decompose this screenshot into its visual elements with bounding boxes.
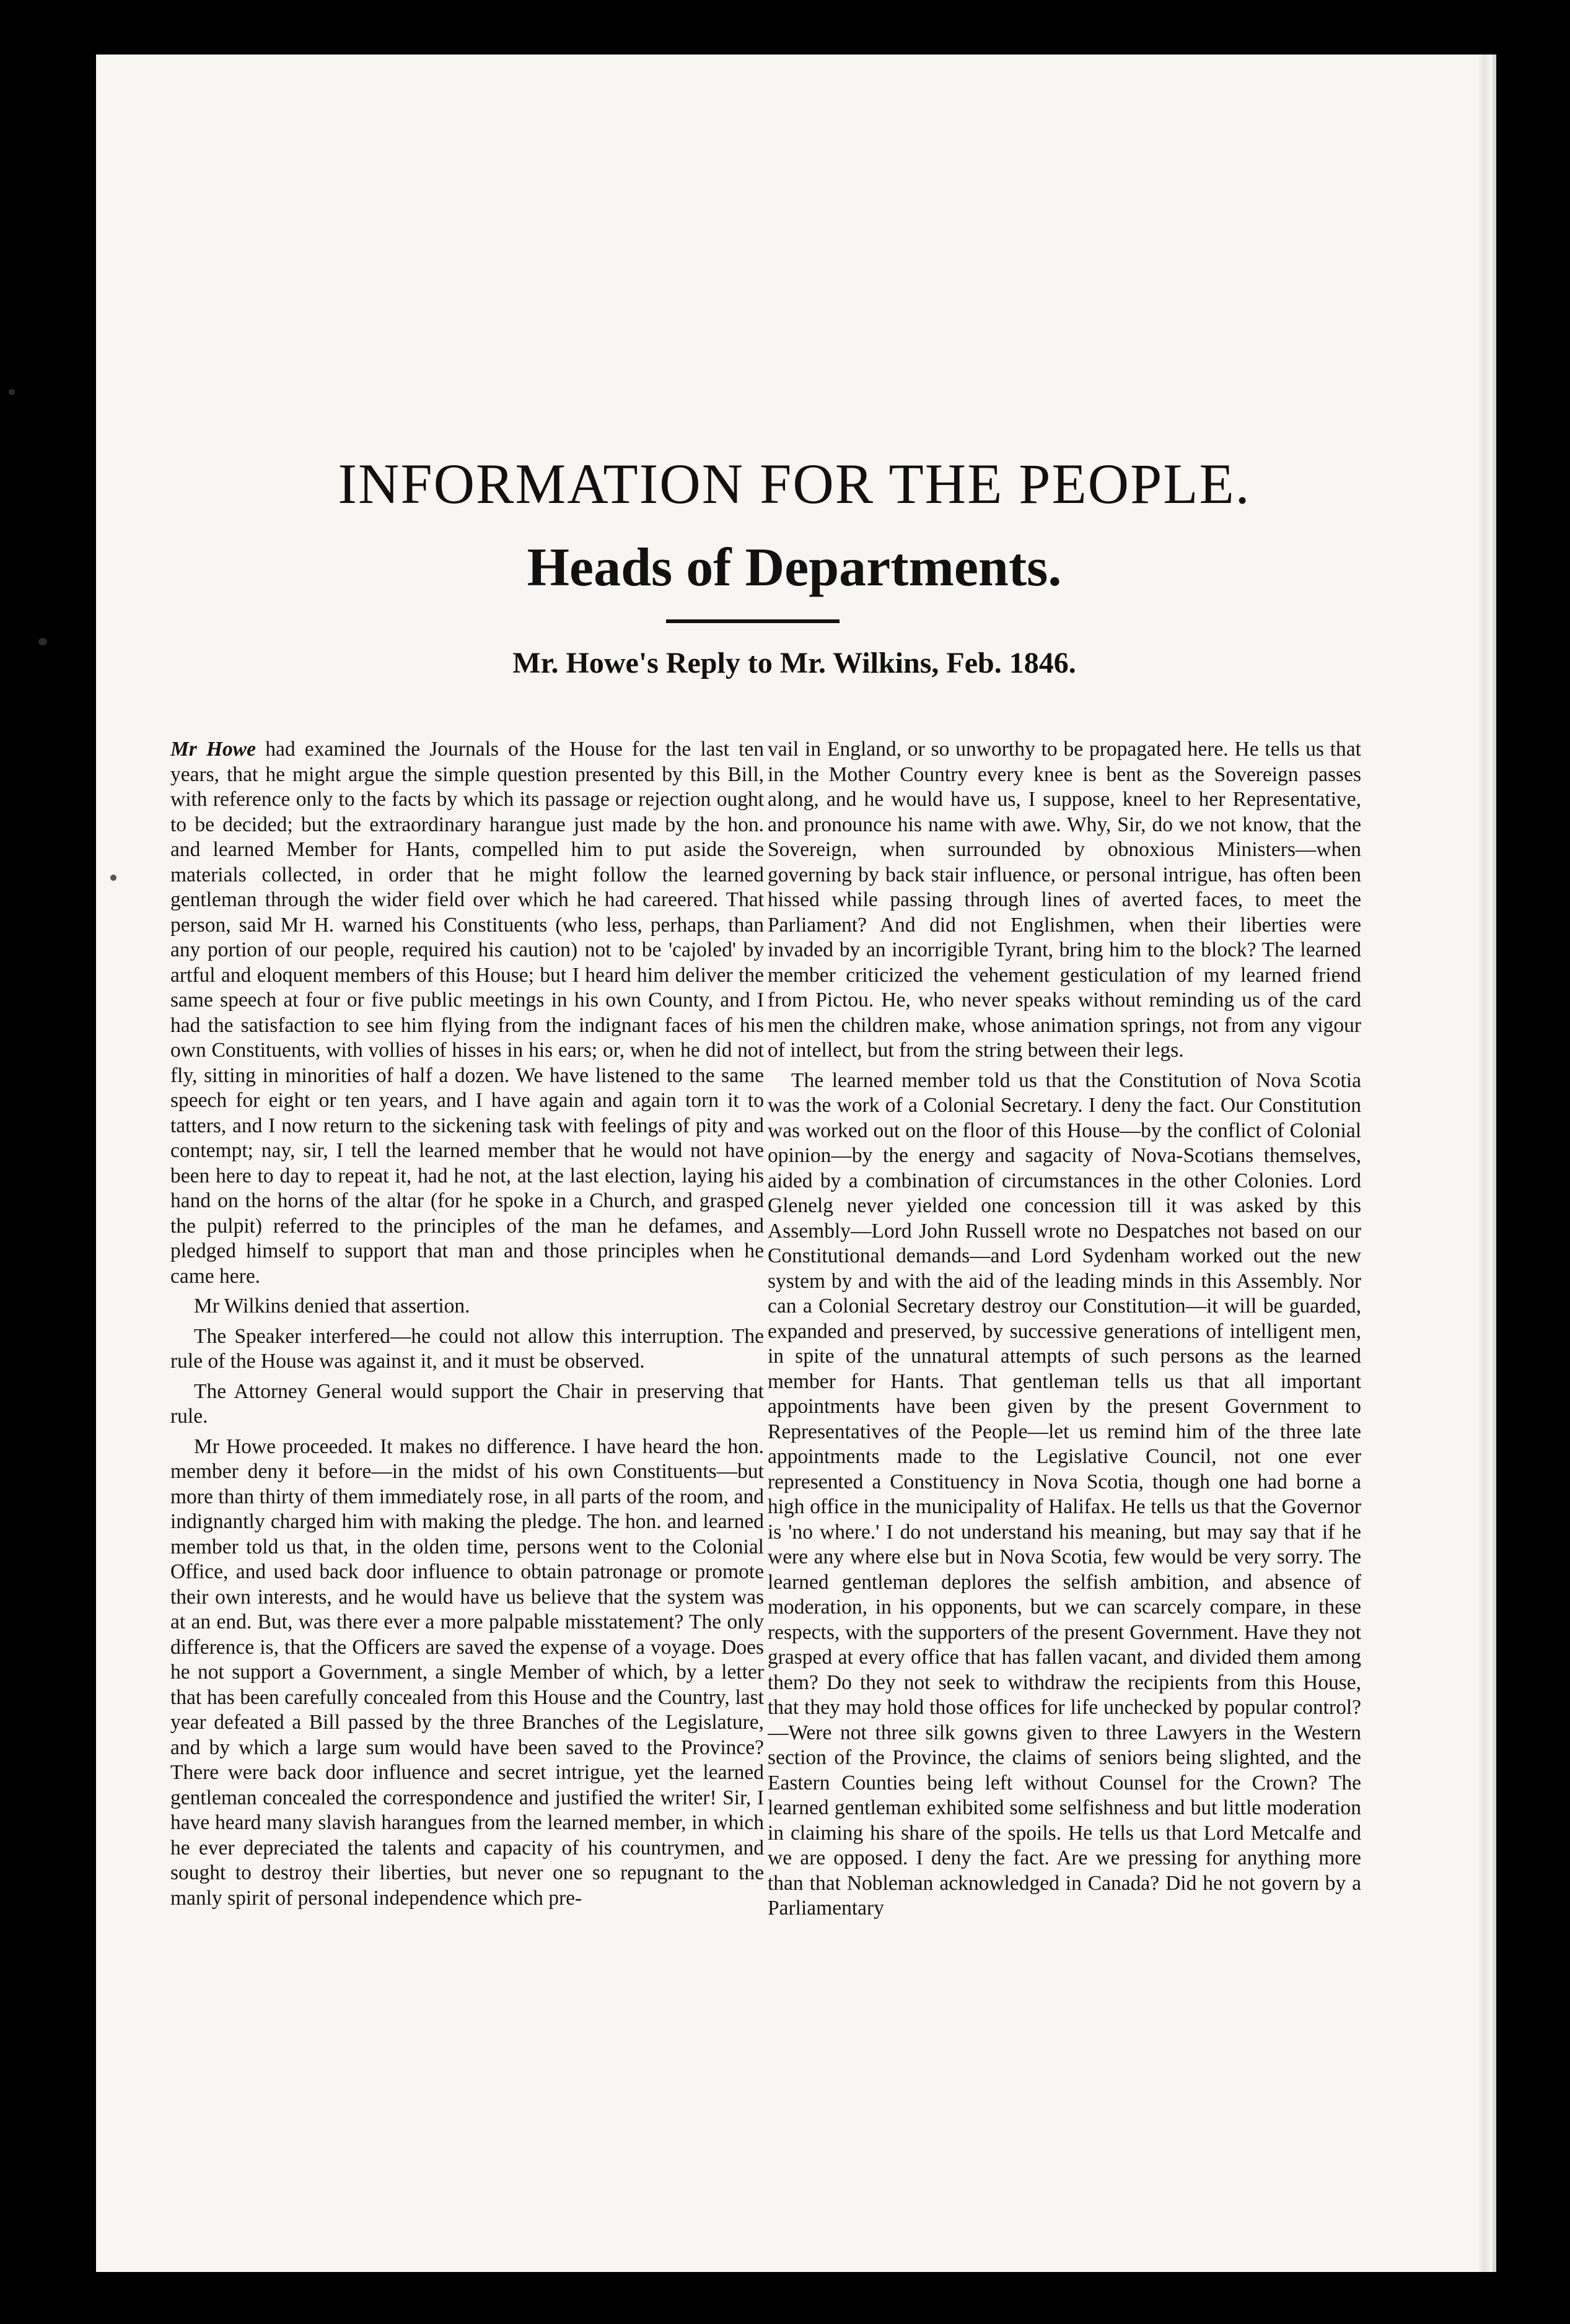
right-paragraph-1: vail in England, or so unworthy to be propagated here. He tells us that in the Mother Country every knee is bent as the Sovereign passes along, and he would have us, I suppose, kneel to her Representative, and pronounce his name with awe. Why, Sir, do we not know, that the Sovereign, when surrounded by obnoxious Ministers—when governing by back stair influence, or personal intrigue, has often been hissed while passing through lines of averted faces, to meet the Parliament? And did not Englishmen, when their liberties were invaded by an incorrigible Tyrant, bring him to the block? The learned member criticized the vehement gesticulation of my learned friend from Pictou. He, who never speaks without reminding us of the card men the children make, whose animation springs, not from any vigour of intellect, but from the string between their legs. xyxy=(768,738,1361,1062)
document-title: INFORMATION FOR THE PEOPLE. xyxy=(338,452,1251,515)
reply-heading: Mr. Howe's Reply to Mr. Wilkins, Feb. 1846. xyxy=(512,647,1076,679)
scan-speck xyxy=(110,875,116,881)
left-paragraph-5: Mr Howe proceeded. It makes no difference. I have heard the hon. member deny it before—in the midst of his own Constituents—but more than thirty of them immediately rose, in all parts of the room, and indignantly charged him with making the pledge. The hon. and learned member told us that, in the olden time, persons went to the Colonial Office, and used back door influence to obtain patronage or promote their own interests, and he would have us believe that the system was at an end. But, was there ever a more palpable misstatement? The only difference is, that the Officers are saved the expense of a voyage. Does he not support a Government, a single Member of which, by a letter that has been carefully concealed from this House and the Country, last year defeated a Bill passed by the three Branches of the Legislature, and by which a large sum would have been saved to the Province? There were back door influence and secret intrigue, yet the learned gentleman concealed the correspondence and justified the writer! Sir, I have heard many slavish harangues from the learned member, in which he ever depreciated the talents and capacity of his countrymen, and sought to destroy their liberties, but never one so repugnant to the manly spirit of personal independence which pre- xyxy=(170,1435,764,1910)
lead-speaker: Mr Howe xyxy=(170,738,257,761)
left-column xyxy=(170,737,764,2118)
left-paragraph-4: The Attorney General would support the Chair in preserving that rule. xyxy=(170,1379,764,1428)
left-paragraph-1 xyxy=(170,737,764,1289)
right-paragraph-2: The learned member told us that the Constitution of Nova Scotia was the work of a Colonial Secretary. I deny the fact. Our Constitution was worked out on the floor of this House—by the conflict of Colonial opinion—by the energy and sagacity of Nova-Scotians themselves, aided by a combination of circumstances in the other Colonies. Lord Glenelg never yielded one concession till it was asked by this Assembly—Lord John Russell wrote no Despatches not based on our Constitutional demands—and Lord Sydenham worked out the new system by and with the aid of the leading minds in this Assembly. Nor can a Colonial Secretary destroy our Constitution—it will be guarded, expanded and preserved, by successive generations of intelligent men, in spite of the unnatural attempts of such persons as the learned member for Hants. That gentleman tells us that all important appointments have been given by the present Government to Representatives of the People—let us remind him of the three late appointments made to the Legislative Council, not one ever represented a Constituency in Nova Scotia, though one had borne a high office in the municipality of Halifax. He tells us that the Governor is 'no where.' I do not understand his meaning, but may say that if he were any where else but in Nova Scotia, few would be very sorry. The learned gentleman deplores the selfish ambition, and absence of moderation, in his opponents, but we can scarcely compare, in these respects, with the supporters of the present Government. Have they not grasped at every office that has fallen vacant, and divided them among them? Do they not seek to withdraw the recipients from this House, that they may hold those offices for life unchecked by popular control?—Were not three silk gowns given to three Lawyers in the Western section of the Province, the claims of seniors being slighted, and the Eastern Counties being left without Counsel for the Crown? The learned gentleman exhibited some selfishness and but little moderation in claiming his share of the spoils. He tells us that Lord Metcalfe and we are opposed. I deny the fact. Are we pressing for anything more than that Nobleman acknowledged in Canada? Did he not govern by a Parliamentary xyxy=(768,1068,1361,1920)
document-subtitle: Heads of Departments. xyxy=(527,538,1062,598)
right-column xyxy=(768,737,1361,2118)
page-fold-shadow xyxy=(1478,55,1491,2272)
left-paragraph-2: Mr Wilkins denied that assertion. xyxy=(194,1295,470,1317)
title-divider xyxy=(666,619,840,623)
left-paragraph-3: The Speaker interfered—he could not allow this interruption. The rule of the House was against it, and it must be observed. xyxy=(170,1324,764,1373)
left-paragraph-1-text: had examined the Journals of the House for the last ten years, that he might argue the simple question presented by this Bill, with reference only to the facts by which its passage or rejection ought to be decided; but the extraordinary harangue just made by the hon. and learned Member for Hants, compelled him to put aside the materials collected, in order that he might follow the learned gentleman through the wider field over which he had careered. That person, said Mr H. warned his Constituents (who less, perhaps, than any portion of our people, required his caution) not to be 'cajoled' by artful and eloquent members of this House; but I heard him deliver the same speech at four or five public meetings in his own County, and I had the satisfaction to see him flying from the indignant faces of his own Constituents, with vollies of hisses in his ears; or, when he did not fly, sitting in minorities of half a dozen. We have listened to the same speech for eight or ten years, and I have again and again torn it to tatters, and I now return to the sickening task with feelings of pity and contempt; nay, sir, I tell the learned member that he would not have been here to day to repeat it, had he not, at the last election, laying his hand on the horns of the altar (for he spoke in a Church, and grasped the pulpit) referred to the principles of the man he defames, and pledged himself to support that man and those principles when he came here. xyxy=(170,738,764,1288)
scan-speck xyxy=(38,638,47,645)
scan-speck xyxy=(9,389,15,395)
document-page xyxy=(96,55,1496,2272)
